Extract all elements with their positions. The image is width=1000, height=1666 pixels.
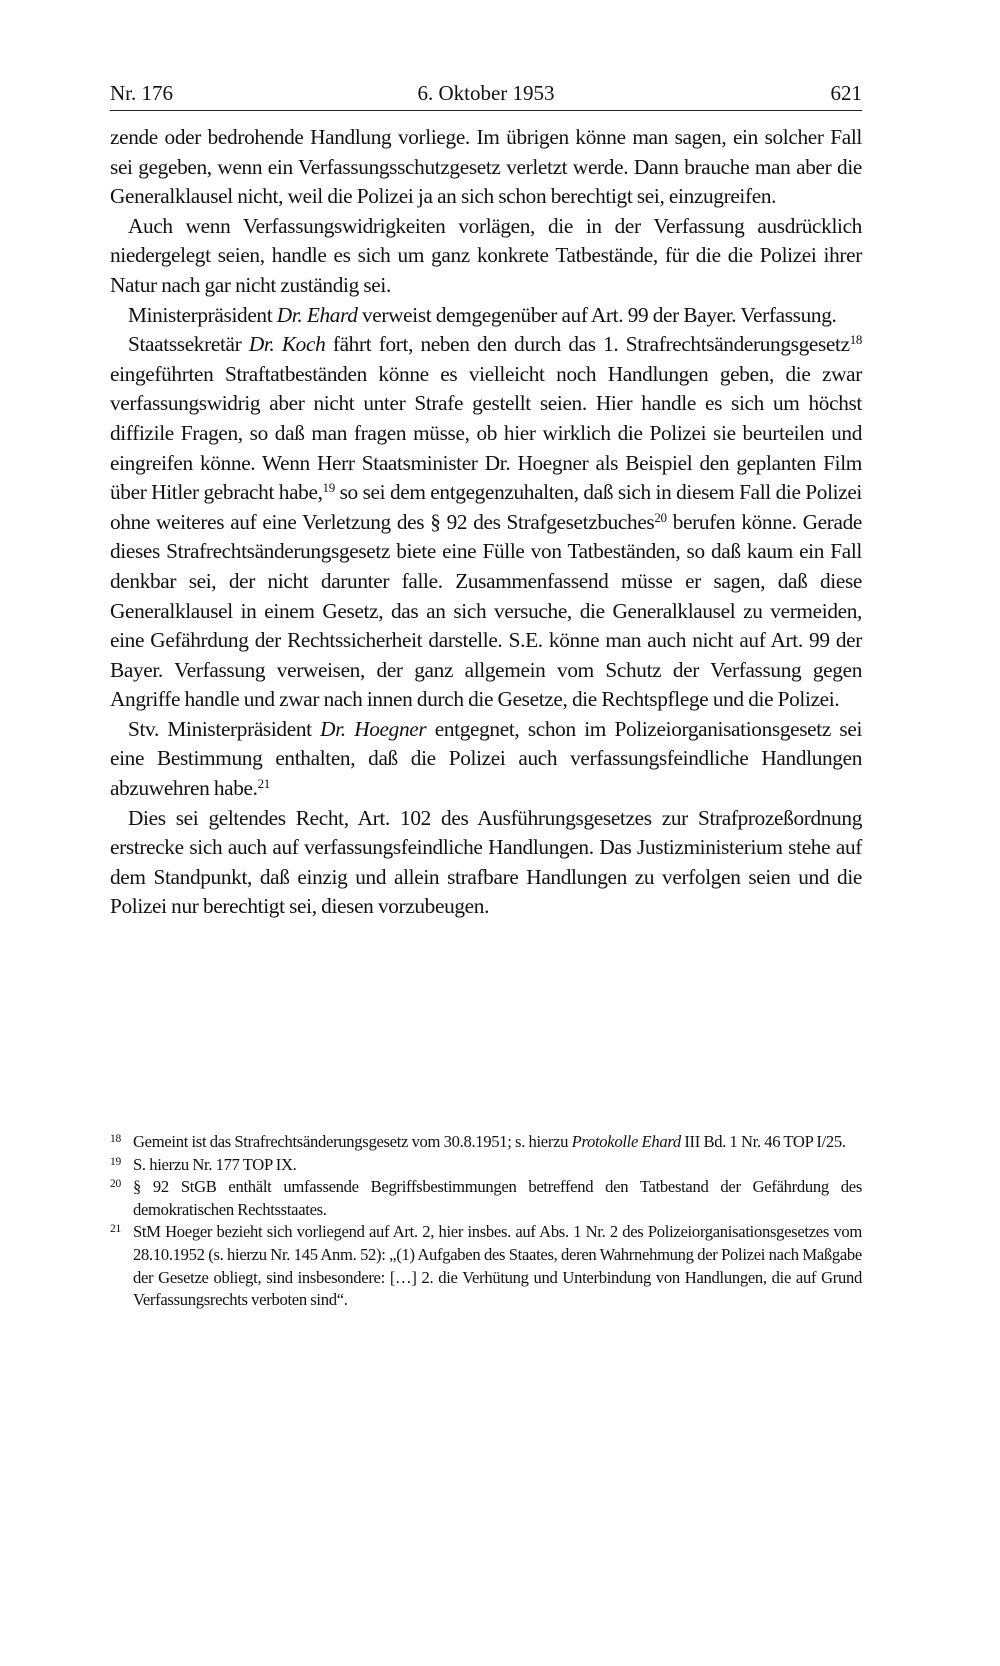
- speaker-name: Dr. Hoegner: [320, 716, 427, 741]
- footnote-18: [110, 1131, 862, 1154]
- running-head: [110, 78, 862, 111]
- footnote-ref-18[interactable]: 18: [849, 332, 862, 348]
- page-number: 621: [830, 81, 862, 105]
- text-run: Ministerpräsident: [128, 302, 277, 327]
- footnote-text: StM Hoeger bezieht sich vorliegend auf Art. 2, hier insbes. auf Abs. 1 Nr. 2 des Polizeiorganisationsgesetzes vom 28.10.1952 (s. hierzu Nr. 145 Anm. 52): „(1) Aufgaben des Staates, deren Wahrnehmung der Polizei nach Maßgabe der Gesetze obliegt, sind insbesondere: […] 2. die Verhütung und Unterbindung von Handlungen, die auf Grund Verfassungsrechts verboten sind“.: [133, 1222, 862, 1310]
- text-run: so sei dem entgegenzuhalten, daß sich in diesem Fall die Polizei ohne weiteres auf eine Verletzung des § 92 des Strafgesetzbuches: [110, 480, 862, 534]
- paragraph-3: [110, 301, 862, 331]
- document-date: 6. Oktober 1953: [417, 81, 555, 105]
- footnote-21: [110, 1221, 862, 1311]
- text-run: verweist demgegenüber auf Art. 99 der Bayer. Verfassung.: [357, 302, 837, 327]
- footnote-number: 20: [110, 1178, 121, 1191]
- paragraph-5: [110, 715, 862, 804]
- footnote-number: 21: [110, 1223, 121, 1236]
- speaker-name: Dr. Ehard: [276, 302, 358, 327]
- text-run: fährt fort, neben den durch das 1. Strafrechtsänderungsgesetz: [325, 332, 850, 357]
- footnote-19: [110, 1154, 862, 1177]
- text-run: III Bd. 1 Nr. 46 TOP I/25.: [680, 1132, 846, 1151]
- text-run: berufen könne. Gerade dieses Strafrechtsänderungsgesetz biete eine Fülle von Tatbeständen, so daß kaum ein Fall denkbar sei, der nicht darunter falle. Zusammenfassend müsse er sagen, daß diese Generalklausel in einem Gesetz, das an sich versuche, die Generalklausel zu vermeiden, eine Gefährdung der Rechtssicherheit darstelle. S.E. könne man auch nicht auf Art. 99 der Bayer. Verfassung verweisen, der ganz allgemein vom Schutz der Verfassung gegen Angriffe handle und zwar nach innen durch die Gesetze, die Rechtspflege und die Polizei.: [110, 509, 862, 712]
- document-page: [110, 78, 862, 922]
- text-run: Stv. Ministerpräsident: [128, 716, 321, 741]
- footnotes: [110, 1131, 862, 1312]
- citation-title: Protokolle Ehard: [571, 1132, 681, 1151]
- paragraph-1: zende oder bedrohende Handlung vorliege. Im übrigen könne man sagen, ein solcher Fall sei gegeben, wenn ein Verfassungsschutzgesetz verletzt werde. Dann brauche man aber die Generalklausel nicht, weil die Polizei ja an sich schon berechtigt sei, einzugreifen.: [110, 125, 862, 209]
- footnote-text: § 92 StGB enthält umfassende Begriffsbestimmungen betreffend den Tatbestand der Gefährdung des demokratischen Rechtsstaates.: [133, 1177, 862, 1219]
- footnote-20: [110, 1176, 862, 1221]
- footnote-text: S. hierzu Nr. 177 TOP IX.: [133, 1154, 297, 1174]
- speaker-name: Dr. Koch: [248, 332, 326, 357]
- footnote-number: 18: [110, 1133, 121, 1145]
- text-run: eingeführten Straftatbeständen könne es vielleicht noch Handlungen geben, die zwar verfassungswidrig aber nicht unter Strafe gestellt seien. Hier handle es sich um höchst diffizile Fragen, so daß man fragen müsse, ob hier wirklich die Polizei sie beurteilen und eingreifen könne. Wenn Herr Staatsminister Dr. Hoegner als Beispiel den geplanten Film über Hitler gebracht habe,: [110, 361, 862, 505]
- footnote-ref-20[interactable]: 20: [654, 509, 667, 525]
- paragraph-6: Dies sei geltendes Recht, Art. 102 des Ausführungsgesetzes zur Strafprozeßordnung erstrecke sich auch auf verfassungsfeindliche Handlungen. Das Justizministerium stehe auf dem Standpunkt, daß einzig und allein strafbare Handlungen zu verfolgen seien und die Polizei nur berechtigt sei, diesen vorzubeugen.: [110, 805, 862, 919]
- text-run: Staatssekretär: [128, 332, 249, 357]
- paragraph-4: [110, 330, 862, 715]
- paragraph-2: Auch wenn Verfassungswidrigkeiten vorlägen, die in der Verfassung ausdrücklich niedergelegt seien, handle es sich um ganz konkrete Tatbestände, für die die Polizei ihrer Natur nach gar nicht zuständig sei.: [110, 213, 862, 297]
- text-run: Gemeint ist das Strafrechtsänderungsgesetz vom 30.8.1951; s. hierzu: [133, 1132, 572, 1151]
- body-text: [110, 123, 862, 922]
- document-number: Nr. 176: [110, 81, 173, 105]
- footnote-ref-21[interactable]: 21: [257, 776, 270, 792]
- text-run: entgegnet, schon im Polizeiorganisationsgesetz sei eine Bestimmung enthalten, daß die Polizei auch verfassungsfeindliche Handlungen abzuwehren habe.: [110, 716, 863, 801]
- footnote-ref-19[interactable]: 19: [322, 480, 335, 496]
- footnote-number: 19: [110, 1155, 121, 1168]
